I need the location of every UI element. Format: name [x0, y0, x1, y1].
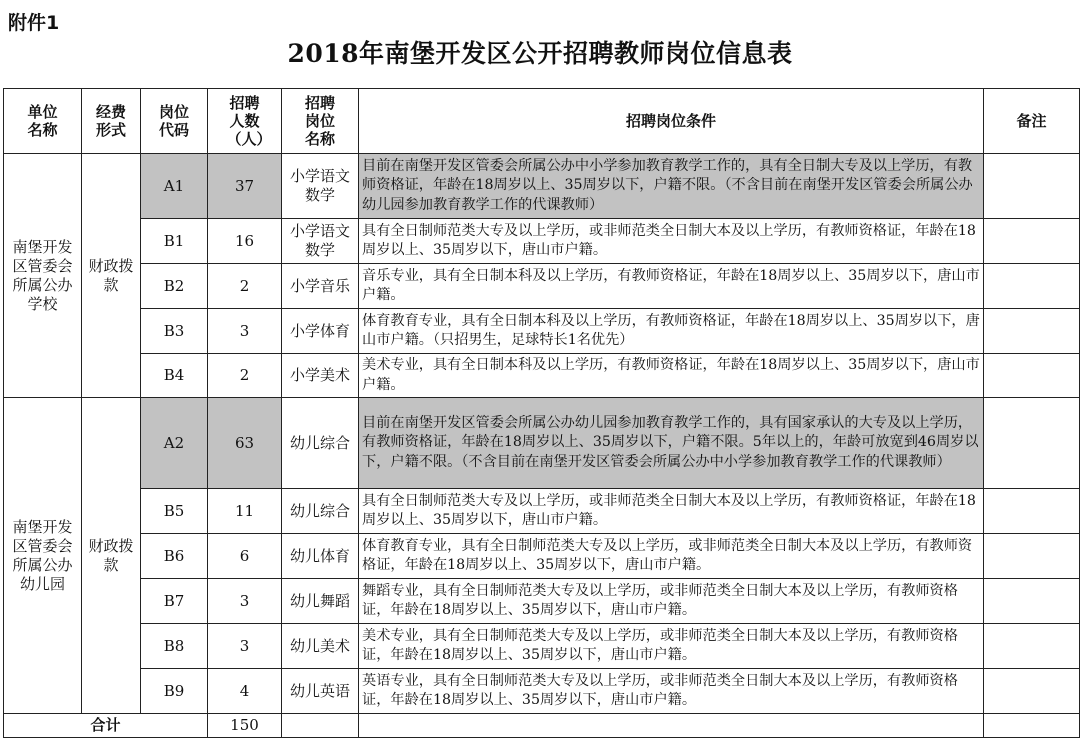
remarks-cell	[984, 534, 1080, 579]
position-code-cell: B2	[141, 264, 208, 309]
total-empty-cell	[282, 714, 359, 738]
recruit-count-cell: 3	[208, 624, 282, 669]
total-empty-cell	[984, 714, 1080, 738]
position-code-cell: A1	[141, 154, 208, 219]
header-count: 招聘人数（人）	[208, 89, 282, 154]
conditions-cell: 具有全日制师范类大专及以上学历，或非师范类全日制大本及以上学历，有教师资格证，年龄在18周岁以上、35周岁以下，唐山市户籍。	[359, 219, 984, 264]
position-name-cell: 幼儿舞蹈	[282, 579, 359, 624]
conditions-cell: 美术专业，具有全日制本科及以上学历，有教师资格证，年龄在18周岁以上、35周岁以下，唐山市户籍。	[359, 354, 984, 398]
header-remarks: 备注	[984, 89, 1080, 154]
conditions-cell: 目前在南堡开发区管委会所属公办幼儿园参加教育教学工作的，具有国家承认的大专及以上学历，有教师资格证，年龄在18周岁以上、35周岁以下，户籍不限。5年以上的，年龄可放宽到46周岁以下，户籍不限。（不含目前在南堡开发区管委会所属公办中小学参加教育教学工作的代课教师）	[359, 398, 984, 489]
unit-name-cell: 南堡开发区管委会所属公办幼儿园	[4, 398, 82, 714]
position-code-cell: B9	[141, 669, 208, 714]
remarks-cell	[984, 309, 1080, 354]
recruit-count-cell: 2	[208, 264, 282, 309]
table-row	[4, 669, 1080, 714]
position-code-cell: B5	[141, 489, 208, 534]
position-code-cell: B6	[141, 534, 208, 579]
header-conditions: 招聘岗位条件	[359, 89, 984, 154]
recruit-count-cell: 63	[208, 398, 282, 489]
position-name-cell: 幼儿综合	[282, 489, 359, 534]
table-row	[4, 219, 1080, 264]
position-name-cell: 小学体育	[282, 309, 359, 354]
table-row	[4, 489, 1080, 534]
recruit-count-cell: 37	[208, 154, 282, 219]
table-row	[4, 624, 1080, 669]
funding-type-cell: 财政拨款	[82, 154, 141, 398]
recruit-count-cell: 16	[208, 219, 282, 264]
position-code-cell: B3	[141, 309, 208, 354]
remarks-cell	[984, 154, 1080, 219]
remarks-cell	[984, 219, 1080, 264]
conditions-cell: 具有全日制师范类大专及以上学历，或非师范类全日制大本及以上学历，有教师资格证，年龄在18周岁以上、35周岁以下，唐山市户籍。	[359, 489, 984, 534]
conditions-cell: 舞蹈专业，具有全日制师范类大专及以上学历，或非师范类全日制大本及以上学历，有教师资格证，年龄在18周岁以上、35周岁以下，唐山市户籍。	[359, 579, 984, 624]
recruit-count-cell: 6	[208, 534, 282, 579]
header-funding: 经费形式	[82, 89, 141, 154]
position-name-cell: 幼儿体育	[282, 534, 359, 579]
remarks-cell	[984, 489, 1080, 534]
position-code-cell: A2	[141, 398, 208, 489]
total-empty-cell	[359, 714, 984, 738]
recruitment-table	[3, 88, 1080, 738]
position-code-cell: B1	[141, 219, 208, 264]
header-unit: 单位名称	[4, 89, 82, 154]
unit-name-cell: 南堡开发区管委会所属公办学校	[4, 154, 82, 398]
table-row	[4, 398, 1080, 489]
remarks-cell	[984, 669, 1080, 714]
total-label: 合计	[4, 714, 208, 738]
funding-type-cell: 财政拨款	[82, 398, 141, 714]
table-row	[4, 534, 1080, 579]
table-row	[4, 579, 1080, 624]
table-row	[4, 264, 1080, 309]
attachment-label: 附件1	[8, 12, 60, 34]
position-name-cell: 小学音乐	[282, 264, 359, 309]
position-name-cell: 幼儿美术	[282, 624, 359, 669]
table-row	[4, 354, 1080, 398]
header-code: 岗位代码	[141, 89, 208, 154]
position-name-cell: 幼儿英语	[282, 669, 359, 714]
conditions-cell: 目前在南堡开发区管委会所属公办中小学参加教育教学工作的，具有全日制大专及以上学历，有教师资格证，年龄在18周岁以上、35周岁以下，户籍不限。（不含目前在南堡开发区管委会所属公办幼儿园参加教育教学工作的代课教师）	[359, 154, 984, 219]
conditions-cell: 英语专业，具有全日制师范类大专及以上学历，或非师范类全日制大本及以上学历，有教师资格证，年龄在18周岁以上、35周岁以下，唐山市户籍。	[359, 669, 984, 714]
conditions-cell: 体育教育专业，具有全日制师范类大专及以上学历，或非师范类全日制大本及以上学历，有教师资格证，年龄在18周岁以上、35周岁以下，唐山市户籍。	[359, 534, 984, 579]
remarks-cell	[984, 264, 1080, 309]
position-code-cell: B8	[141, 624, 208, 669]
table-row	[4, 154, 1080, 219]
conditions-cell: 音乐专业，具有全日制本科及以上学历，有教师资格证，年龄在18周岁以上、35周岁以下，唐山市户籍。	[359, 264, 984, 309]
recruit-count-cell: 2	[208, 354, 282, 398]
table-row	[4, 309, 1080, 354]
position-name-cell: 小学语文数学	[282, 154, 359, 219]
recruit-count-cell: 3	[208, 309, 282, 354]
header-row	[4, 89, 1080, 154]
remarks-cell	[984, 398, 1080, 489]
position-name-cell: 小学美术	[282, 354, 359, 398]
recruit-count-cell: 11	[208, 489, 282, 534]
position-code-cell: B4	[141, 354, 208, 398]
page-title: 2018年南堡开发区公开招聘教师岗位信息表	[287, 39, 793, 68]
conditions-cell: 体育教育专业，具有全日制本科及以上学历，有教师资格证，年龄在18周岁以上、35周岁以下，唐山市户籍。（只招男生，足球特长1名优先）	[359, 309, 984, 354]
total-row	[4, 714, 1080, 738]
position-code-cell: B7	[141, 579, 208, 624]
remarks-cell	[984, 624, 1080, 669]
recruit-count-cell: 3	[208, 579, 282, 624]
total-count: 150	[208, 714, 282, 738]
remarks-cell	[984, 579, 1080, 624]
recruit-count-cell: 4	[208, 669, 282, 714]
remarks-cell	[984, 354, 1080, 398]
position-name-cell: 小学语文数学	[282, 219, 359, 264]
position-name-cell: 幼儿综合	[282, 398, 359, 489]
header-position: 招聘岗位名称	[282, 89, 359, 154]
conditions-cell: 美术专业，具有全日制师范类大专及以上学历，或非师范类全日制大本及以上学历，有教师资格证，年龄在18周岁以上、35周岁以下，唐山市户籍。	[359, 624, 984, 669]
